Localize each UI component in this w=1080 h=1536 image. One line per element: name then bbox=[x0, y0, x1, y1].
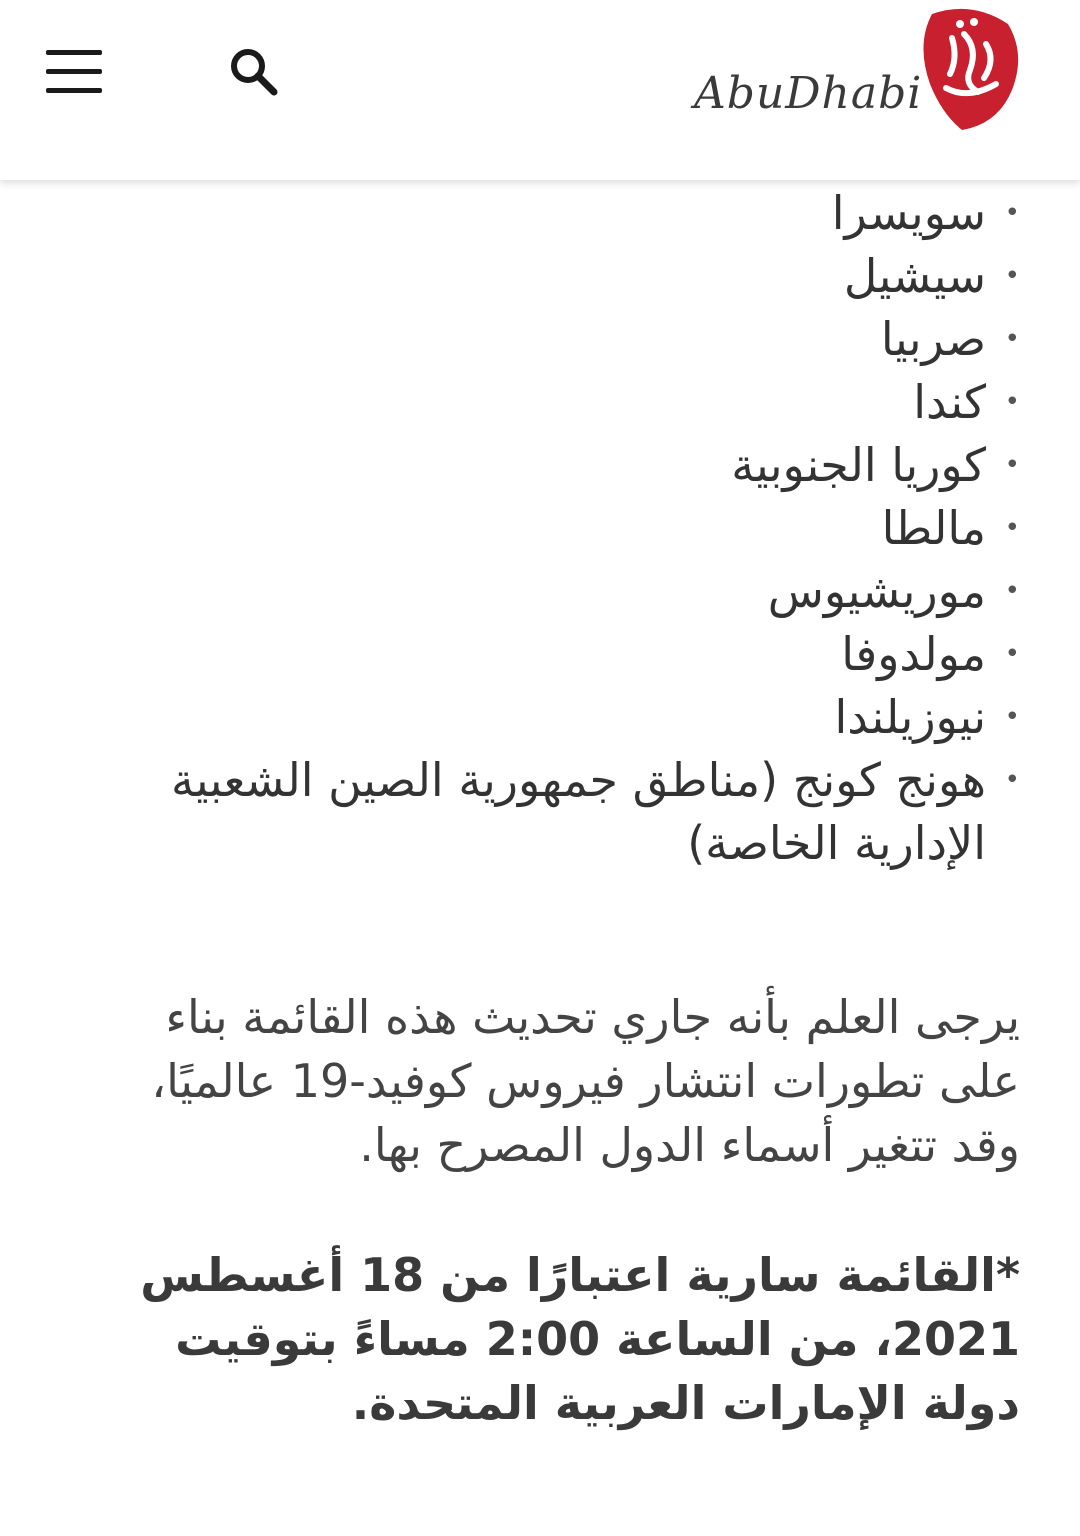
list-item: • مولدوفا bbox=[108, 623, 1020, 686]
search-button[interactable] bbox=[224, 42, 284, 102]
logo-text: AbuDhabi bbox=[694, 68, 923, 119]
country-list bbox=[108, 182, 1020, 875]
main-content bbox=[108, 182, 1020, 1435]
list-item: • مالطا bbox=[108, 497, 1020, 560]
list-item: • نيوزيلندا bbox=[108, 686, 1020, 749]
update-note-paragraph: يرجى العلم بأنه جاري تحديث هذه القائمة بناء على تطورات انتشار فيروس كوفيد-19 عالميًا، وقد تتغير أسماء الدول المصرح بها. bbox=[151, 990, 1020, 1172]
search-icon bbox=[224, 42, 284, 102]
logo-emblem-icon bbox=[912, 4, 1022, 132]
list-item: • سويسرا bbox=[108, 182, 1020, 245]
list-item: • كندا bbox=[108, 371, 1020, 434]
list-item: • سيشيل bbox=[108, 245, 1020, 308]
list-item: • كوريا الجنوبية bbox=[108, 434, 1020, 497]
hamburger-menu-button[interactable] bbox=[46, 46, 106, 96]
list-item: • موريشيوس bbox=[108, 560, 1020, 623]
menu-bar-middle bbox=[46, 69, 102, 74]
menu-bar-bottom bbox=[46, 88, 102, 93]
abu-dhabi-logo[interactable] bbox=[694, 4, 1024, 136]
top-header bbox=[0, 0, 1080, 180]
list-item: • صربيا bbox=[108, 308, 1020, 371]
menu-bar-top bbox=[46, 50, 102, 55]
effective-date-paragraph: *القائمة سارية اعتبارًا من 18 أغسطس 2021، من الساعة 2:00 مساءً بتوقيت دولة الإمارات العربية المتحدة. bbox=[140, 1248, 1020, 1430]
list-item: • هونج كونج (مناطق جمهورية الصين الشعبية الإدارية الخاصة) bbox=[108, 749, 1020, 875]
